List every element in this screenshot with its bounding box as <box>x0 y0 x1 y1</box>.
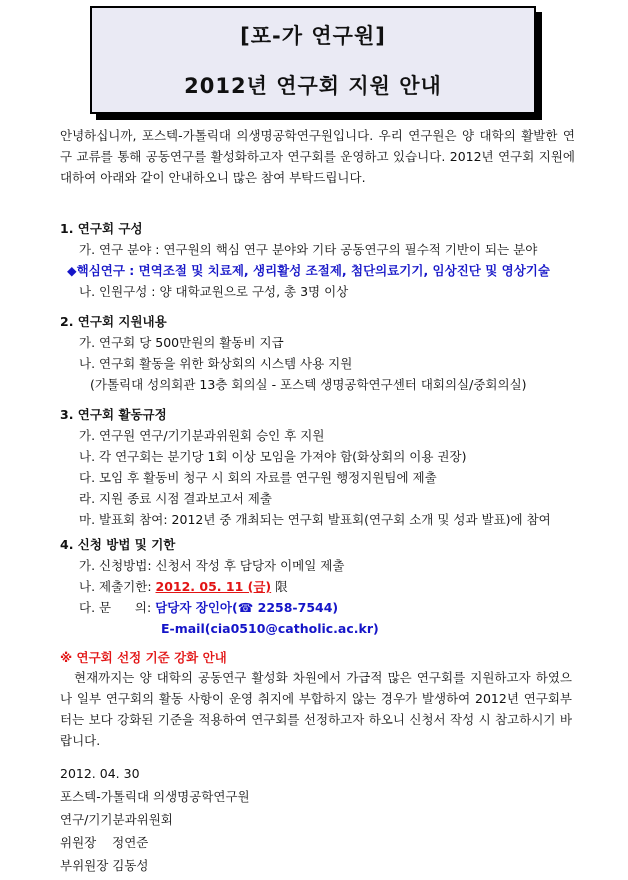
deadline-date: 2012. 05. 11 (금) <box>155 579 272 594</box>
section-heading: 3. 연구회 활동규정 <box>60 407 167 422</box>
rule-item: 나. 각 연구회는 분기당 1회 이상 모임을 가져야 함(화상회의 이용 권장) <box>79 449 467 464</box>
section-heading: 2. 연구회 지원내용 <box>60 314 167 329</box>
rule-item: 라. 지원 종료 시점 결과보고서 제출 <box>79 491 272 506</box>
rule-item: 다. 모임 후 활동비 청구 시 회의 자료를 연구원 행정지원팀에 제출 <box>79 470 437 485</box>
video-conference-note: (가톨릭대 성의회관 13층 회의실 - 포스텍 생명공학연구센터 대회의실/중회의실) <box>90 377 527 392</box>
issuing-organization: 포스텍-가톨릭대 의생명공학연구원 <box>60 789 250 804</box>
rule-item: 가. 연구원 연구/기기분과위원회 승인 후 지원 <box>79 428 325 443</box>
deadline-suffix: 限 <box>271 579 288 594</box>
research-field-item: 가. 연구 분야 : 연구원의 핵심 연구 분야와 기타 공동연구의 필수적 기반이 되는 분야 <box>79 242 538 257</box>
contact-person: 담당자 장인아(☎ 2258-7544) <box>155 600 339 615</box>
vice-chairperson: 부위원장 김동성 <box>60 858 149 873</box>
notice-heading: ※ 연구회 선정 기준 강화 안내 <box>60 650 227 665</box>
notice-body: 현재까지는 양 대학의 공동연구 활성화 차원에서 가급적 많은 연구회를 지원하고자 하였으나 일부 연구회의 활동 사항이 운영 취지에 부합하지 않는 경우가 발생하여 2012년 연구회부터는 보다 강화된 기준을 적용하여 연구회를 선정하고자 하오니 신청서 작성 시 참고하시기 바랍니다. <box>60 670 572 748</box>
chairperson: 위원장 정연준 <box>60 835 149 850</box>
header-category: [포-가 연구원] <box>240 24 386 48</box>
rule-item: 마. 발표회 참여: 2012년 중 개최되는 연구회 발표회(연구회 소개 및 성과 발표)에 참여 <box>79 512 551 527</box>
title-box <box>90 6 536 114</box>
section-heading: 1. 연구회 구성 <box>60 221 143 236</box>
member-composition-item: 나. 인원구성 : 양 대학교원으로 구성, 총 3명 이상 <box>79 284 349 299</box>
funding-item: 가. 연구회 당 500만원의 활동비 지급 <box>79 335 284 350</box>
page-title: 2012년 연구회 지원 안내 <box>184 74 442 98</box>
issue-date: 2012. 04. 30 <box>60 766 140 781</box>
section-support <box>60 312 600 395</box>
contact-item <box>60 597 600 618</box>
deadline-item <box>60 576 600 597</box>
signature-block <box>60 762 360 877</box>
video-conference-item: 나. 연구회 활동을 위한 화상회의 시스템 사용 지원 <box>79 356 353 371</box>
core-research-item: ◆핵심연구 : 면역조절 및 치료제, 생리활성 조절제, 첨단의료기기, 임상진단 및 영상기술 <box>67 263 550 278</box>
section-heading: 4. 신청 방법 및 기한 <box>60 537 176 552</box>
section-application <box>60 535 600 639</box>
intro-paragraph: 안녕하십니까, 포스텍-가톨릭대 의생명공학연구원입니다. 우리 연구원은 양 대학의 활발한 연구 교류를 통해 공동연구를 활성화하고자 연구회를 운영하고 있습니다. 2012년 연구회 지원에 대하여 아래와 같이 안내하오니 많은 참여 부탁드립니다. <box>60 128 575 185</box>
committee-name: 연구/기기분과위원회 <box>60 812 173 827</box>
contact-email[interactable]: E-mail(cia0510@catholic.ac.kr) <box>161 621 379 636</box>
application-method-item: 가. 신청방법: 신청서 작성 후 담당자 이메일 제출 <box>79 558 345 573</box>
contact-label: 다. 문 의: <box>79 600 156 615</box>
section-rules <box>60 405 600 530</box>
deadline-label: 나. 제출기한: <box>79 579 156 594</box>
section-composition <box>60 219 600 302</box>
contact-email-row <box>60 618 600 639</box>
